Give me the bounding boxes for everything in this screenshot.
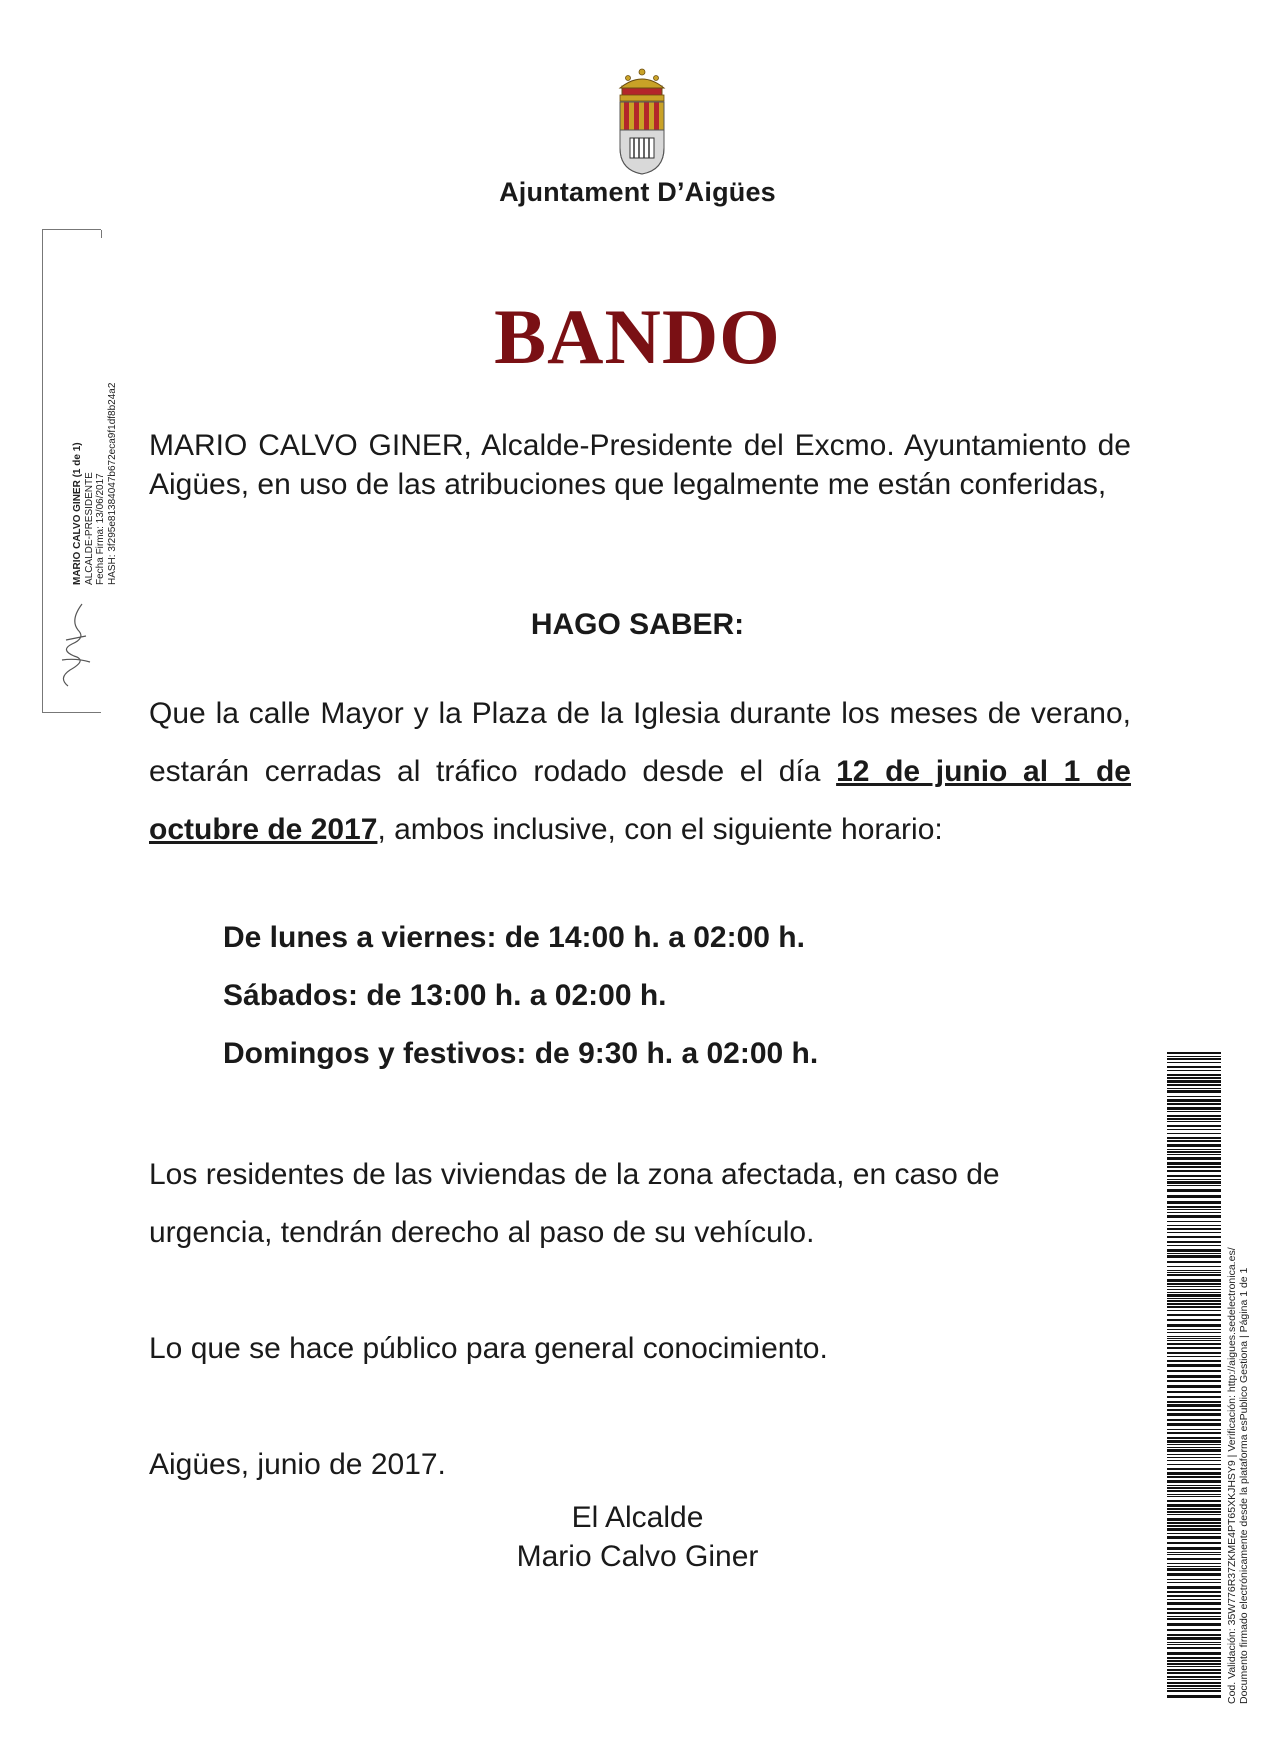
barcode-bar <box>1167 1170 1221 1172</box>
barcode-bar <box>1167 1225 1221 1226</box>
signature-hash: HASH: 3f295e81384047b672eca9f1df8b24a2 <box>106 382 118 585</box>
barcode-bar <box>1167 1568 1221 1571</box>
barcode-bar <box>1167 1294 1221 1297</box>
barcode-bar <box>1167 1154 1221 1155</box>
barcode-bar <box>1167 1644 1221 1645</box>
validation-text <box>1226 1064 1250 1704</box>
barcode-bar <box>1167 1637 1221 1640</box>
barcode-bar <box>1167 1623 1221 1626</box>
barcode-bar <box>1167 1508 1221 1510</box>
barcode-bar <box>1167 1228 1221 1230</box>
residents-paragraph: Los residentes de las viviendas de la zona afectada, en caso de urgencia, tendrán derecho al paso de su vehículo. <box>149 1158 1000 1249</box>
schedule-item: Domingos y festivos: de 9:30 h. a 02:00 h. <box>223 1037 819 1070</box>
barcode-bar <box>1167 1300 1221 1302</box>
barcode-bar <box>1167 1536 1221 1539</box>
schedule-list <box>223 909 818 1083</box>
barcode-bar <box>1167 1255 1221 1258</box>
barcode-bar <box>1167 1542 1221 1544</box>
barcode-bar <box>1167 1385 1221 1388</box>
validation-code: Cod. Validación: 35W776R37ZKME4PT65XKJHSY9 | Verificación: http://aigues.sedelectronica.es/ <box>1226 1247 1238 1704</box>
barcode-bar <box>1167 1552 1221 1553</box>
barcode-bar <box>1167 1189 1221 1192</box>
schedule-item: Sábados: de 13:00 h. a 02:00 h. <box>223 979 667 1012</box>
public-notice-paragraph: Lo que se hace público para general conocimiento. <box>149 1332 828 1365</box>
barcode-bar <box>1167 1476 1221 1478</box>
barcode-bar <box>1167 1669 1221 1671</box>
barcode-bar <box>1167 1688 1221 1689</box>
barcode-bar <box>1167 1599 1221 1600</box>
barcode-bar <box>1167 1423 1221 1426</box>
barcode-bar <box>1167 1602 1221 1605</box>
barcode-bar <box>1167 1352 1221 1354</box>
barcode-bar <box>1167 1310 1221 1311</box>
barcode-bar <box>1167 1468 1221 1470</box>
signature-role: ALCALDE-PRESIDENTE <box>83 472 95 585</box>
barcode-bar <box>1167 1629 1221 1631</box>
handwritten-signature-icon <box>52 600 96 692</box>
barcode-bar <box>1167 1125 1221 1127</box>
barcode-bar <box>1167 1356 1221 1357</box>
barcode-bar <box>1167 1144 1221 1147</box>
barcode-bar <box>1167 1396 1221 1398</box>
barcode-bar <box>1167 1685 1221 1687</box>
barcode-bar <box>1167 1444 1221 1445</box>
barcode-bar <box>1167 1487 1221 1489</box>
barcode-bar <box>1167 1464 1221 1465</box>
barcode-bar <box>1167 1514 1221 1515</box>
barcode-bar <box>1167 1289 1221 1290</box>
barcode-bar <box>1167 1099 1221 1102</box>
signer-role: El Alcalde <box>571 1501 704 1534</box>
barcode-bar <box>1167 1221 1221 1222</box>
barcode-bar <box>1167 1364 1221 1367</box>
barcode-bar <box>1167 1591 1221 1593</box>
barcode-bar <box>1167 1522 1221 1524</box>
barcode-bar <box>1167 1266 1221 1267</box>
barcode-bar <box>1167 1608 1221 1610</box>
barcode-bar <box>1167 1274 1221 1276</box>
place-and-date: Aigües, junio de 2017. <box>149 1448 446 1481</box>
barcode-bar <box>1167 1500 1221 1502</box>
barcode-bar <box>1167 1504 1221 1507</box>
barcode-bar <box>1167 1261 1221 1263</box>
barcode-bar <box>1167 1454 1221 1455</box>
barcode-bar <box>1167 1494 1221 1495</box>
coat-of-arms-icon <box>614 66 670 178</box>
barcode-bar <box>1167 1137 1221 1139</box>
closure-paragraph <box>149 685 1131 859</box>
barcode-bar <box>1167 1370 1221 1372</box>
barcode-bar <box>1167 1595 1221 1597</box>
barcode-bar <box>1167 1195 1221 1198</box>
barcode-bar <box>1167 1642 1221 1643</box>
barcode-bar <box>1167 1206 1221 1208</box>
announcement-heading: HAGO SABER: <box>530 608 745 641</box>
barcode-bar <box>1167 1657 1221 1659</box>
barcode-bar <box>1167 1401 1221 1403</box>
barcode-bar <box>1167 1272 1221 1273</box>
barcode-bar <box>1167 1292 1221 1293</box>
schedule-item: De lunes a viernes: de 14:00 h. a 02:00 h. <box>223 921 805 954</box>
barcode-bar <box>1167 1118 1221 1120</box>
barcode-bar <box>1167 1270 1221 1271</box>
barcode-bar <box>1167 1666 1221 1667</box>
barcode-bar <box>1167 1096 1221 1097</box>
barcode-bar <box>1167 1472 1221 1475</box>
barcode-bar <box>1167 1149 1221 1150</box>
barcode-bar <box>1167 1245 1221 1246</box>
barcode-bar <box>1167 1332 1221 1333</box>
barcode-bar <box>1167 1480 1221 1483</box>
barcode-bar <box>1167 1151 1221 1153</box>
barcode-bar <box>1167 1056 1221 1057</box>
intro-paragraph: MARIO CALVO GINER, Alcalde-Presidente del Excmo. Ayuntamiento de Aigües, en uso de las atribuciones que legalmente me están conferidas, <box>149 429 1131 501</box>
barcode-bar <box>1167 1419 1221 1421</box>
barcode-bar <box>1167 1338 1221 1339</box>
closure-text-end: , ambos inclusive, con el siguiente horario: <box>377 813 943 846</box>
barcode-bar <box>1167 1579 1221 1580</box>
barcode-bar <box>1167 1496 1221 1497</box>
closure-text-start: Que la calle Mayor y la Plaza de la Iglesia durante los meses de verano, estarán cerradas al tráfico rodado desde el día <box>149 697 1131 788</box>
barcode-bar <box>1167 1070 1221 1071</box>
barcode-bar <box>1167 1052 1221 1054</box>
barcode-bar <box>1167 1253 1221 1254</box>
barcode-bar <box>1167 1236 1221 1238</box>
barcode-bar <box>1167 1111 1221 1112</box>
barcode-bar <box>1167 1429 1221 1430</box>
barcode-bar <box>1167 1660 1221 1662</box>
barcode-bar <box>1167 1324 1221 1327</box>
barcode-bar <box>1167 1695 1221 1698</box>
barcode-bar <box>1167 1511 1221 1513</box>
barcode-bar <box>1167 1209 1221 1210</box>
barcode-bar <box>1167 1447 1221 1448</box>
barcode-bar <box>1167 1554 1221 1555</box>
barcode-bar <box>1167 1129 1221 1130</box>
barcode-bar <box>1167 1432 1221 1434</box>
barcode-bar <box>1167 1558 1221 1560</box>
barcode-bar <box>1167 1391 1221 1393</box>
barcode-bar <box>1167 1582 1221 1583</box>
document-title: BANDO <box>494 293 781 380</box>
digital-signature-details <box>72 225 118 585</box>
barcode-bar <box>1167 1682 1221 1684</box>
barcode-bar <box>1167 1647 1221 1649</box>
barcode-bar <box>1167 1618 1221 1620</box>
barcode-bar <box>1167 1404 1221 1407</box>
signature-signer: MARIO CALVO GINER (1 de 1) <box>72 442 83 585</box>
barcode-bar <box>1167 1449 1221 1452</box>
barcode-bar <box>1167 1215 1221 1218</box>
barcode-bar <box>1167 1679 1221 1680</box>
barcode-bar <box>1167 1179 1221 1180</box>
barcode-bar <box>1167 1303 1221 1305</box>
barcode-bar <box>1167 1563 1221 1564</box>
barcode-bar <box>1167 1343 1221 1345</box>
organization-name: Ajuntament D’Aigües <box>499 177 776 207</box>
barcode-bar <box>1167 1166 1221 1168</box>
barcode-bar <box>1167 1133 1221 1134</box>
barcode-bar <box>1167 1528 1221 1531</box>
barcode-bar <box>1167 1340 1221 1341</box>
barcode-bar <box>1167 1547 1221 1550</box>
barcode-bar <box>1167 1283 1221 1285</box>
barcode-bar <box>1167 1319 1221 1321</box>
barcode-bar <box>1167 1212 1221 1213</box>
barcode-bar <box>1167 1485 1221 1486</box>
barcode-bar <box>1167 1103 1221 1105</box>
barcode-bar <box>1167 1298 1221 1299</box>
barcode-bar <box>1167 1437 1221 1439</box>
barcode-bar <box>1167 1525 1221 1527</box>
barcode-bar <box>1167 1347 1221 1349</box>
barcode-bar <box>1167 1162 1221 1165</box>
closure-date-range: 12 de junio al 1 de octubre de 2017 <box>149 755 1131 846</box>
barcode-bar <box>1167 1336 1221 1337</box>
barcode-bar <box>1167 1672 1221 1674</box>
barcode-bar <box>1167 1690 1221 1692</box>
barcode-bar <box>1167 1058 1221 1060</box>
barcode-bar <box>1167 1586 1221 1589</box>
barcode-bar <box>1167 1088 1221 1089</box>
barcode-bar <box>1167 1360 1221 1362</box>
barcode-bar <box>1167 1140 1221 1142</box>
barcode-bar <box>1167 1074 1221 1076</box>
barcode-bar <box>1167 1329 1221 1330</box>
barcode-bar <box>1167 1518 1221 1521</box>
barcode-bar <box>1167 1175 1221 1177</box>
barcode-bar <box>1167 1066 1221 1068</box>
barcode-bar <box>1167 1232 1221 1233</box>
barcode-bar <box>1167 1634 1221 1636</box>
barcode-bar <box>1167 1181 1221 1184</box>
barcode-bar <box>1167 1616 1221 1617</box>
barcode-bar <box>1167 1380 1221 1382</box>
barcode-bar <box>1167 1413 1221 1416</box>
signer-name: Mario Calvo Giner <box>516 1540 759 1573</box>
validation-platform: Documento firmado electrónicamente desde la plataforma esPublico Gestiona | Página 1 de 1 <box>1238 1267 1250 1704</box>
barcode-bar <box>1167 1306 1221 1308</box>
barcode-bar <box>1167 1573 1221 1576</box>
barcode-bar <box>1167 1314 1221 1316</box>
barcode-bar <box>1167 1249 1221 1252</box>
barcode-bar <box>1167 1676 1221 1678</box>
barcode-bar <box>1167 1201 1221 1204</box>
barcode-bar <box>1167 1090 1221 1093</box>
barcode-bar <box>1167 1533 1221 1534</box>
barcode-bar <box>1167 1241 1221 1243</box>
barcode-bar <box>1167 1121 1221 1122</box>
barcode-bar <box>1167 1279 1221 1282</box>
barcode-bar <box>1167 1460 1221 1461</box>
barcode-bar <box>1167 1157 1221 1160</box>
barcode-bar <box>1167 1062 1221 1063</box>
barcode-bar <box>1167 1409 1221 1411</box>
barcode-bar <box>1167 1375 1221 1378</box>
barcode-bar <box>1167 1440 1221 1443</box>
barcode-bar <box>1167 1080 1221 1083</box>
barcode-bar <box>1167 1663 1221 1665</box>
validation-barcode-icon <box>1167 1052 1221 1698</box>
barcode-bar <box>1167 1490 1221 1492</box>
barcode-bar <box>1167 1107 1221 1110</box>
barcode-bar <box>1167 1084 1221 1086</box>
barcode-bar <box>1167 1457 1221 1458</box>
barcode-bar <box>1167 1286 1221 1287</box>
barcode-bar <box>1167 1566 1221 1567</box>
barcode-bar <box>1167 1115 1221 1117</box>
signature-block <box>0 1498 1275 1576</box>
barcode-bar <box>1167 1077 1221 1079</box>
barcode-bar <box>1167 1612 1221 1614</box>
signature-date: Fecha Firma: 13/06/2017 <box>95 473 106 585</box>
barcode-bar <box>1167 1652 1221 1655</box>
barcode-bar <box>1167 1185 1221 1186</box>
